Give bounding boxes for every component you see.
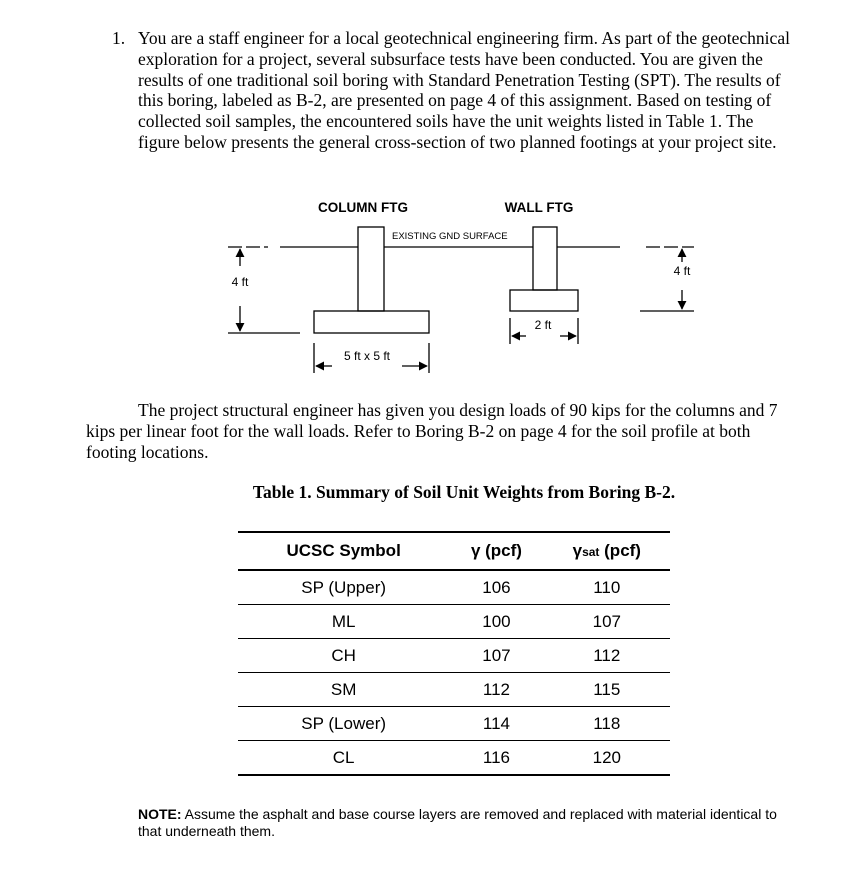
table-header-row [238, 532, 670, 570]
gamma-sat-symbol: γ [572, 541, 583, 560]
cell-gamma-sat: 115 [593, 679, 621, 699]
footing-cross-section-figure [0, 0, 863, 400]
question-text: You are a staff engineer for a local geotechnical engineering firm. As part of the geotechnical exploration for a project, several subsurface tests have been conducted. You are given the results of one traditional soil boring with Standard Penetration Testing (SPT). The results of this boring, labeled as B-2, are presented on page 4 of this assignment. Based on testing of collected soil samples, the encountered soils have the unit weights listed in Table 1. The figure below presents the general cross-section of two planned footings at your project site. [138, 28, 790, 152]
cell-gamma: 116 [482, 747, 510, 767]
cell-gamma-sat: 120 [592, 747, 621, 767]
cell-symbol: SP (Upper) [301, 577, 387, 597]
ground-surface-label: EXISTING GND SURFACE [392, 231, 508, 242]
soil-unit-weight-table [238, 531, 670, 776]
cell-symbol: SM [330, 679, 357, 699]
cell-symbol: ML [331, 611, 356, 631]
cell-gamma: 112 [482, 679, 510, 699]
table-row [238, 605, 670, 639]
note-label: NOTE: [138, 806, 182, 822]
cell-symbol: SP (Lower) [301, 713, 387, 733]
wall-ftg-label: WALL FTG [504, 200, 574, 215]
cell-gamma: 106 [482, 577, 511, 597]
cell-gamma-sat: 112 [593, 645, 621, 665]
design-loads-text: The project structural engineer has given you design loads of 90 kips for the columns and 7 kips per linear foot for the wall loads. Refer to Boring B-2 on page 4 for the soil profile at both footing locations. [86, 400, 778, 462]
cell-gamma-sat: 110 [593, 577, 621, 597]
design-loads-paragraph [86, 400, 791, 462]
header-symbol: UCSC Symbol [286, 541, 401, 560]
header-gamma: γ (pcf) [470, 541, 522, 560]
table-caption: Table 1. Summary of Soil Unit Weights from Boring B-2. [252, 482, 676, 502]
cell-gamma: 100 [482, 611, 511, 631]
note-block [138, 806, 778, 840]
note-text: Assume the asphalt and base course layers are removed and replaced with material identical to that underneath them. [138, 806, 777, 839]
gamma-sat-subscript: sat [582, 545, 600, 559]
table-row [238, 741, 670, 776]
wall-width-label: 2 ft [534, 318, 552, 332]
cell-gamma: 107 [482, 645, 511, 665]
right-depth-label: 4 ft [673, 264, 691, 278]
table-row [238, 639, 670, 673]
header-gamma-sat [544, 532, 670, 570]
column-ftg-label: COLUMN FTG [318, 200, 408, 215]
table-row [238, 673, 670, 707]
table-row [238, 570, 670, 605]
cell-gamma: 114 [482, 713, 510, 733]
cell-symbol: CH [331, 645, 356, 665]
cell-symbol: CL [332, 747, 355, 767]
table-row [238, 707, 670, 741]
column-footing-base [314, 311, 429, 333]
question-number: 1. [112, 28, 126, 48]
column-size-label: 5 ft x 5 ft [343, 349, 391, 363]
cell-gamma-sat: 118 [593, 713, 621, 733]
wall-stem [533, 227, 557, 290]
wall-footing-base [510, 290, 578, 311]
left-depth-label: 4 ft [231, 275, 249, 289]
gamma-sat-unit: (pcf) [599, 541, 641, 560]
cell-gamma-sat: 107 [592, 611, 621, 631]
column-stem [358, 227, 384, 311]
